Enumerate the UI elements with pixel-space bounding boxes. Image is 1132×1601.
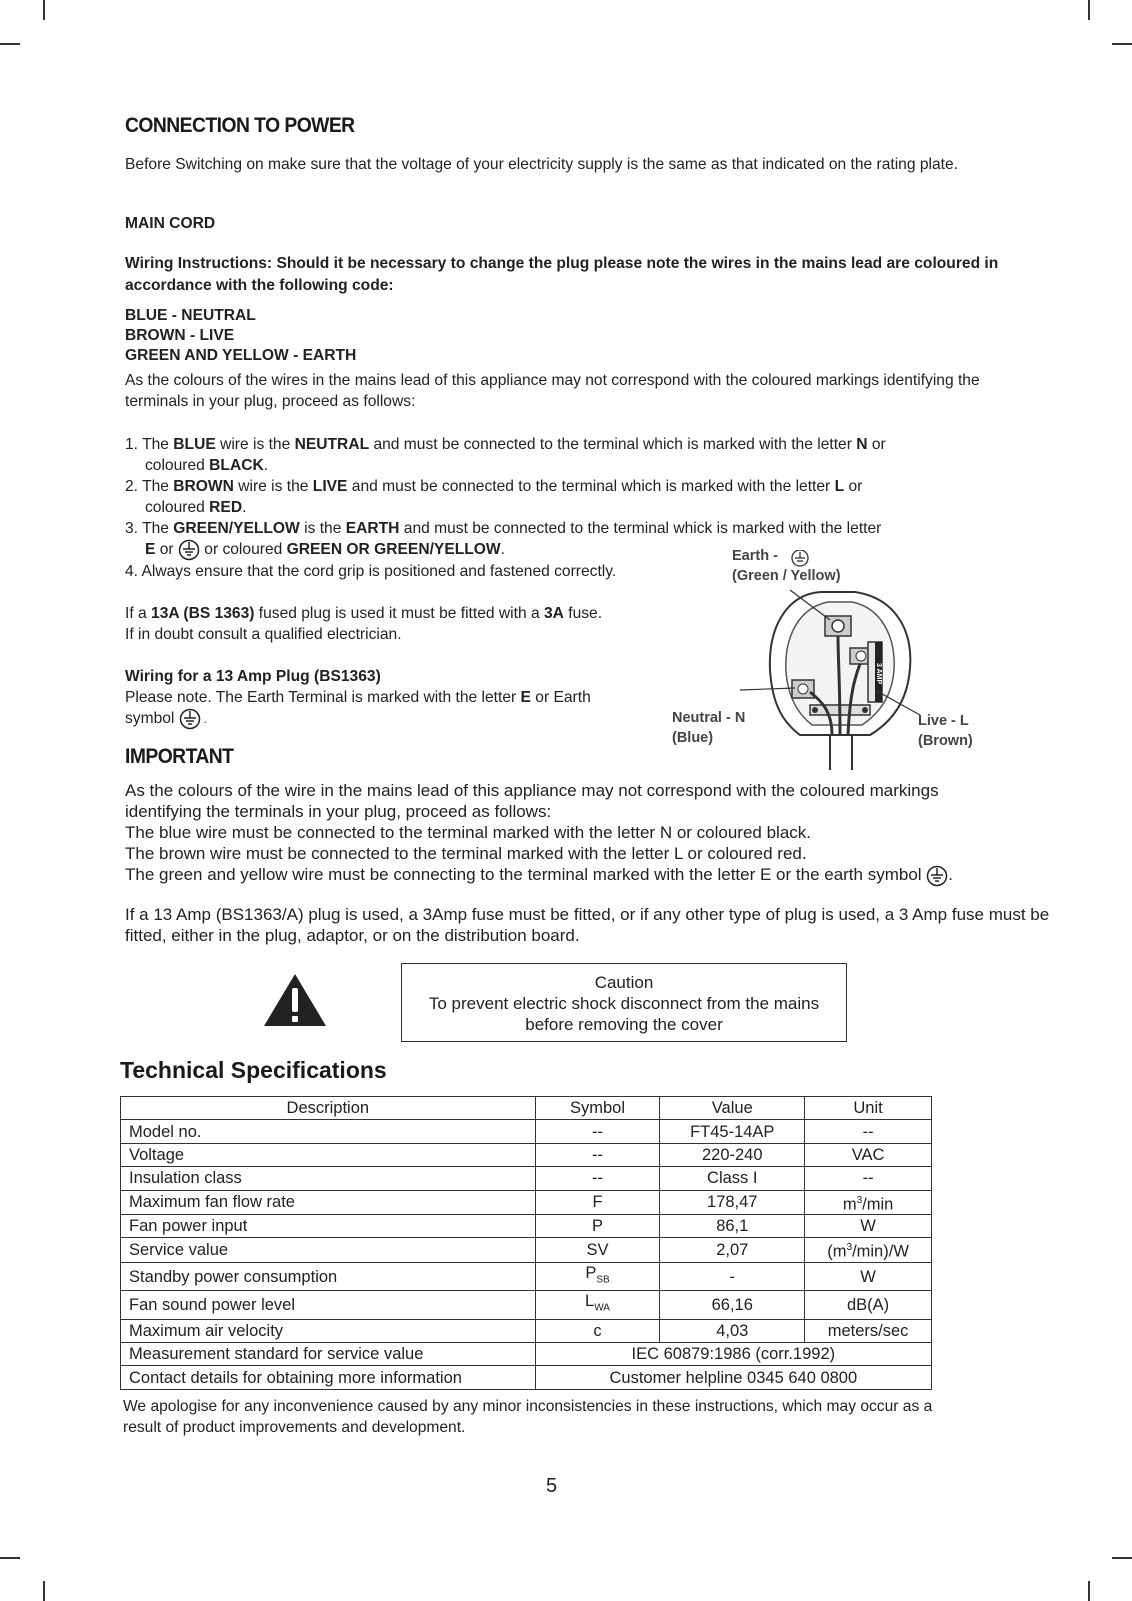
table-cell: Fan sound power level bbox=[121, 1291, 536, 1319]
table-cell: $P_{SB}$ bbox=[535, 1262, 660, 1290]
apology-paragraph: We apologise for any inconvenience caused by any minor inconsistencies in these instructions, which may occur as a result of product improvements and development. bbox=[123, 1398, 933, 1436]
step-3: 3. The GREEN/YELLOW is the EARTH and must be connected to the terminal whick is marked with the letter bbox=[125, 520, 882, 537]
table-cell: meters/sec bbox=[805, 1319, 932, 1342]
main-cord-heading: MAIN CORD bbox=[125, 215, 216, 232]
wiring-instructions: Wiring Instructions: Should it be necessary to change the plug please note the wires in the mains lead are coloured in accordance with the following code: bbox=[125, 255, 999, 294]
table-cell: Maximum air velocity bbox=[121, 1319, 536, 1342]
table-row bbox=[121, 1342, 932, 1365]
doubt-note: If in doubt consult a qualified electrician. bbox=[125, 626, 402, 643]
table-cell: - bbox=[660, 1262, 805, 1290]
plug-wiring-diagram bbox=[670, 550, 1010, 775]
table-cell: $L_{WA}$ bbox=[535, 1291, 660, 1319]
caution-title: Caution bbox=[594, 973, 654, 992]
crop-mark bbox=[0, 1557, 20, 1559]
table-cell: SV bbox=[535, 1238, 660, 1263]
section-title-important: IMPORTANT bbox=[125, 745, 234, 768]
fuse-note: If a 13A (BS 1363) fused plug is used it must be fitted with a 3A fuse. bbox=[125, 605, 603, 622]
important-line: The brown wire must be connected to the terminal marked with the letter L or coloured red. bbox=[125, 844, 807, 863]
table-row bbox=[121, 1143, 932, 1166]
table-cell: -- bbox=[535, 1143, 660, 1166]
table-cell: $m^3/\min$ bbox=[805, 1190, 932, 1215]
table-cell: W bbox=[805, 1215, 932, 1238]
table-cell: 4,03 bbox=[660, 1319, 805, 1342]
page-number: 5 bbox=[546, 1475, 558, 1497]
colour-code-brown: BROWN - LIVE bbox=[125, 327, 235, 344]
crop-mark bbox=[0, 43, 20, 45]
warning-triangle-icon bbox=[262, 972, 328, 1028]
table-cell: Fan power input bbox=[121, 1215, 536, 1238]
colour-code-green-yellow: GREEN AND YELLOW - EARTH bbox=[125, 347, 357, 364]
table-row bbox=[121, 1319, 932, 1342]
diagram-neutral-label: Neutral - N bbox=[672, 710, 746, 726]
table-header: Unit bbox=[805, 1097, 932, 1120]
table-cell: Standby power consumption bbox=[121, 1262, 536, 1290]
diagram-live-colour: (Brown) bbox=[918, 733, 973, 749]
table-row bbox=[121, 1120, 932, 1143]
step-2: 2. The BROWN wire is the LIVE and must be connected to the terminal which is marked with the letter L or bbox=[125, 478, 863, 495]
table-cell: 178,47 bbox=[660, 1190, 805, 1215]
earth-symbol-icon bbox=[178, 539, 200, 561]
table-cell: Contact details for obtaining more information bbox=[121, 1366, 536, 1389]
wiring-13amp-heading: Wiring for a 13 Amp Plug (BS1363) bbox=[125, 668, 381, 685]
earth-terminal-note: Please note. The Earth Terminal is marked with the letter E or Earth symbol . bbox=[125, 687, 665, 731]
table-row bbox=[121, 1366, 932, 1389]
table-cell: Measurement standard for service value bbox=[121, 1342, 536, 1365]
table-cell: 66,16 bbox=[660, 1291, 805, 1319]
table-cell: Customer helpline 0345 640 0800 bbox=[535, 1366, 931, 1389]
diagram-earth-label: Earth - bbox=[732, 548, 778, 564]
step-3-cont: E or or coloured GREEN OR GREEN/YELLOW. bbox=[125, 539, 1005, 561]
important-line: identifying the terminals in your plug, proceed as follows: bbox=[125, 802, 552, 821]
crop-mark bbox=[1112, 43, 1132, 45]
diagram-live-label: Live - L bbox=[918, 713, 969, 729]
step-4: 4. Always ensure that the cord grip is positioned and fastened correctly. bbox=[125, 563, 617, 580]
specs-title: Technical Specifications bbox=[120, 1057, 387, 1083]
table-header: Value bbox=[660, 1097, 805, 1120]
table-header: Symbol bbox=[535, 1097, 660, 1120]
table-cell: FT45-14AP bbox=[660, 1120, 805, 1143]
table-cell: 86,1 bbox=[660, 1215, 805, 1238]
specs-table bbox=[120, 1096, 932, 1390]
caution-line: before removing the cover bbox=[525, 1015, 723, 1034]
table-cell: -- bbox=[535, 1167, 660, 1190]
table-cell: -- bbox=[805, 1167, 932, 1190]
step-1: 1. The BLUE wire is the NEUTRAL and must be connected to the terminal which is marked with the letter N or bbox=[125, 436, 886, 453]
caution-box bbox=[401, 963, 847, 1042]
step-2-cont: coloured RED. bbox=[145, 499, 247, 516]
crop-mark bbox=[43, 0, 45, 20]
table-row bbox=[121, 1167, 932, 1190]
caution-line: To prevent electric shock disconnect from the mains bbox=[428, 994, 820, 1013]
table-cell: -- bbox=[535, 1120, 660, 1143]
table-row bbox=[121, 1190, 932, 1215]
fuse-paragraph: If a 13 Amp (BS1363/A) plug is used, a 3Amp fuse must be fitted, or if any other type of plug is used, a 3 Amp fuse must be fitted, either in the plug, adaptor, or on the distribution board. bbox=[125, 905, 1050, 945]
table-cell: dB(A) bbox=[805, 1291, 932, 1319]
table-cell: Service value bbox=[121, 1238, 536, 1263]
intro-paragraph: Before Switching on make sure that the voltage of your electricity supply is the same as that indicated on the rating plate. bbox=[125, 156, 958, 173]
colour-codes bbox=[125, 306, 356, 366]
earth-symbol-icon bbox=[926, 865, 948, 887]
colour-code-blue: BLUE - NEUTRAL bbox=[125, 307, 256, 324]
table-cell: -- bbox=[805, 1120, 932, 1143]
diagram-neutral-colour: (Blue) bbox=[672, 730, 714, 746]
table-cell: Insulation class bbox=[121, 1167, 536, 1190]
table-cell: Voltage bbox=[121, 1143, 536, 1166]
step-1-cont: coloured BLACK. bbox=[145, 457, 269, 474]
table-cell: Class I bbox=[660, 1167, 805, 1190]
table-cell: Maximum fan flow rate bbox=[121, 1190, 536, 1215]
table-header: Description bbox=[121, 1097, 536, 1120]
crop-mark bbox=[1088, 0, 1090, 20]
important-line: The blue wire must be connected to the terminal marked with the letter N or coloured black. bbox=[125, 823, 812, 842]
proceed-paragraph: As the colours of the wires in the mains lead of this appliance may not correspond with the coloured markings identifying the terminals in your plug, proceed as follows: bbox=[125, 372, 980, 410]
table-cell: W bbox=[805, 1262, 932, 1290]
table-cell: P bbox=[535, 1215, 660, 1238]
important-paragraph bbox=[125, 780, 1075, 887]
diagram-earth-colour: (Green / Yellow) bbox=[732, 568, 841, 584]
diagram-fuse-label: 3 AMP bbox=[875, 663, 882, 685]
crop-mark bbox=[1088, 1581, 1090, 1601]
crop-mark bbox=[1112, 1557, 1132, 1559]
table-cell: IEC 60879:1986 (corr.1992) bbox=[535, 1342, 931, 1365]
table-row bbox=[121, 1238, 932, 1263]
table-row bbox=[121, 1262, 932, 1290]
table-row bbox=[121, 1291, 932, 1319]
table-cell: c bbox=[535, 1319, 660, 1342]
section-title-connection: CONNECTION TO POWER bbox=[125, 114, 355, 137]
table-cell: F bbox=[535, 1190, 660, 1215]
table-row bbox=[121, 1215, 932, 1238]
table-cell: 220-240 bbox=[660, 1143, 805, 1166]
table-cell: 2,07 bbox=[660, 1238, 805, 1263]
table-cell: $(m^3/\min)/W$ bbox=[805, 1238, 932, 1263]
crop-mark bbox=[43, 1581, 45, 1601]
important-line-green: The green and yellow wire must be connecting to the terminal marked with the letter E or the earth symbol . bbox=[125, 864, 1075, 887]
important-line: As the colours of the wire in the mains lead of this appliance may not correspond with the coloured markings bbox=[125, 781, 939, 800]
earth-symbol-icon bbox=[179, 708, 201, 730]
table-cell: VAC bbox=[805, 1143, 932, 1166]
table-cell: Model no. bbox=[121, 1120, 536, 1143]
table-header-row bbox=[121, 1097, 932, 1120]
